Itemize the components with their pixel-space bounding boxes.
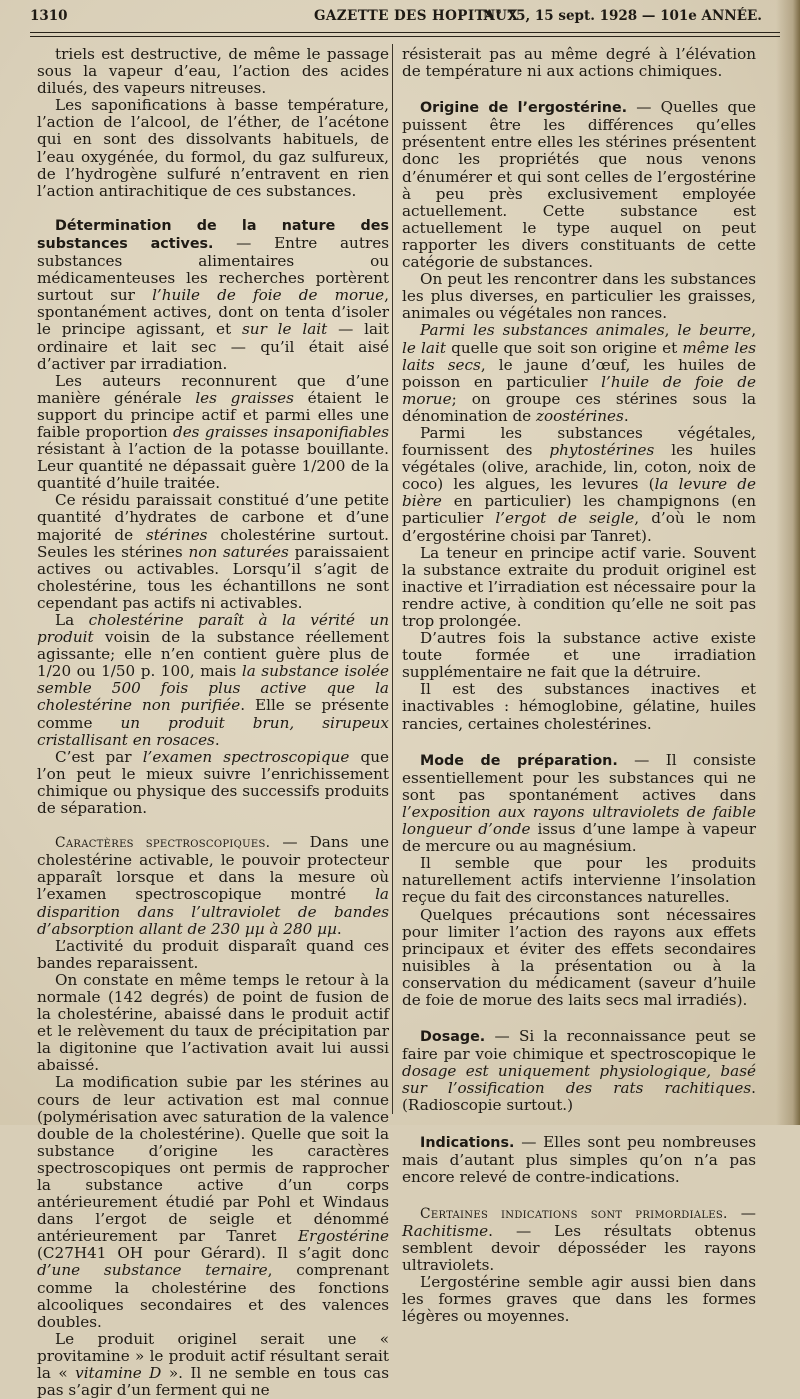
text-run: Quelques précautions sont nécessaires pour limiter l’action des rayons aux effets principaux et éviter des effets secondaires nuisibles à la présentation ou à la conservation du médicament (saveur d’huile de foie de morue des laits secs mal irradiés). [402, 905, 756, 1009]
text-run: La modification subie par les stérines au cours de leur activation est mal connue (polymérisation avec saturation de la valence double de la cholestérine). Quelle que soit la substance d’origine les caractères spectroscopiques ont permis de rapprocher la substance active d’un corps antérieurement étudié par Pohl et Windaus dans l’ergot de seigle et dénommé antérieurement par Tanret [37, 1073, 389, 1246]
paragraph [402, 752, 756, 856]
italic-text: sur le lait [242, 320, 328, 339]
italic-text: la disparition dans l’ultraviolet de bandes d’absorption allant de 230 µµ à 280 µµ [37, 885, 389, 938]
text-run: , le jaune d’œuf, les huiles de poisson en particulier [402, 355, 757, 391]
paragraph [37, 97, 389, 200]
text-run: On peut les rencontrer dans les substances les plus diverses, en particulier les graisses, animales ou végétales non rances. [402, 270, 756, 323]
text-run: — Elles sont peu nombreuses mais d’autant plus simples qu’on n’a pas encore relevé de contre-indications. [402, 1132, 756, 1186]
paragraph [37, 612, 389, 749]
italic-text: cholestérine paraît à la vérité un produit [37, 611, 390, 647]
left-column [37, 46, 389, 1399]
text-run: les huiles végétales (olive, arachide, lin, coton, noix de coco) les algues, les levures ( [402, 441, 756, 494]
italic-text: dosage est uniquement physiologique, basé sur l’ossification des rats rachitiques [402, 1062, 756, 1098]
text-run: — lait ordinaire et lait sec — qu’il était aisé d’activer par irradiation. [37, 320, 389, 373]
text-run: La [55, 611, 89, 629]
paragraph [402, 855, 756, 906]
paragraph [37, 938, 389, 972]
paragraph [402, 630, 756, 681]
section-heading: Indications. [420, 1134, 515, 1151]
text-run: C’est par [55, 747, 143, 766]
italic-text: même les laits secs [402, 338, 756, 374]
journal-title: GAZETTE DES HOPITAUX [314, 8, 519, 24]
italic-text: phytostérines [549, 441, 655, 460]
italic-text: l’huile de foie de morue [402, 372, 756, 408]
italic-text: l’huile de foie de morue [152, 286, 385, 305]
paragraph [402, 425, 756, 545]
text-run: Il est des substances inactives et inactivables : hémoglobine, gélatine, huiles rancies, certaines cholestérines. [402, 680, 756, 733]
paragraph [402, 907, 756, 1010]
paragraph [37, 1074, 389, 1330]
text-run: ». Il ne semble en tous cas pas s’agir d’un ferment qui ne [37, 1364, 389, 1399]
text-run: , d’où le nom d’ergostérine choisi par Tanret). [402, 509, 756, 545]
paragraph [402, 1028, 756, 1114]
text-run: . [623, 406, 629, 425]
text-run: étaient le support du principe actif et parmi elles une faible proportion [37, 388, 389, 441]
text-run: , spontanément actives, dont on tenta d’isoler le principe agissant, et [37, 286, 389, 339]
text-run: — Entre autres substances alimentaires ou médicamenteuses les recherches portèrent surtout sur [37, 233, 389, 305]
paragraph [402, 1205, 756, 1274]
italic-text: Parmi les substances animales [420, 321, 665, 340]
text-run: ; on groupe ces stérines sous la dénomination de [402, 389, 756, 425]
section-heading: Détermination de la nature des substances actives. [37, 217, 389, 252]
text-run: Les saponifications à basse température, l’action de l’alcool, de l’éther, de l’acétone qui en sont des dissolvants habituels, de l’eau oxygénée, du formol, du gaz sulfureux, de l’hydrogène sulfuré n’entravent en rien l’action antirachitique de ces substances. [37, 96, 389, 200]
right-column [402, 46, 756, 1325]
text-run: On constate en même temps le retour à la normale (142 degrés) de point de fusion de la cholestérine, abaissé dans le produit actif et le relèvement du taux de précipitation par la digitonine que l’activation avait lui aussi abaissé. [37, 970, 389, 1075]
smallcaps-heading: Caractères spectroscopiques. [55, 835, 271, 852]
header-rule-thick [30, 32, 780, 33]
text-run: — [727, 1203, 756, 1222]
text-run: Ce résidu paraissait constitué d’une petite quantité d’hydrates de carbone et d’une majorité de [37, 491, 389, 544]
text-run: . (Radioscopie surtout.) [402, 1079, 756, 1115]
paragraph [402, 322, 756, 425]
paragraph [402, 545, 756, 630]
paragraph [37, 834, 389, 938]
text-run: La teneur en principe actif varie. Souvent la substance extraite du produit originel est inactive et l’irradiation est nécessaire pour la rendre active, à condition qu’elle ne soit pas trop prolongée. [402, 543, 756, 630]
smallcaps-heading: Certaines indications sont primordiales. [420, 1205, 728, 1222]
paragraph [37, 492, 389, 612]
paragraph [37, 373, 389, 493]
italic-text: Rachitisme [402, 1221, 489, 1240]
header-rule-thin [30, 36, 780, 37]
text-run: en particulier) les champignons (en particulier [402, 492, 756, 528]
text-run: . Elle se présente comme [37, 696, 389, 732]
text-run: . [214, 730, 220, 749]
column-divider [392, 44, 393, 1114]
section-heading: Mode de préparation. [420, 752, 618, 769]
paragraph [402, 1134, 756, 1186]
italic-text: l’ergot de seigle [495, 509, 635, 528]
text-run: issus d’une lampe à vapeur de mercure ou au magnésium. [402, 820, 756, 856]
text-run: résistant à l’action de la potasse bouillante. Leur quantité ne dépassait guère 1/200 de la quantité d’huile traitée. [37, 440, 389, 493]
text-run: L’ergostérine semble agir aussi bien dans les formes graves que dans les formes légères ou moyennes. [402, 1273, 756, 1326]
paragraph [37, 1331, 389, 1399]
paragraph [402, 1274, 756, 1325]
text-run: cholestérine surtout. Seules les stérines [37, 525, 389, 561]
paragraph [402, 99, 756, 271]
text-run: paraissaient actives ou activables. Lorsqu’il s’agit de cholestérine, tous les échantillons ne sont cependant pas actifs ni activables. [37, 542, 389, 612]
italic-text: d’une substance ternaire [37, 1261, 268, 1280]
section-heading: Origine de l’ergostérine. [420, 100, 628, 117]
italic-text: non saturées [188, 542, 289, 561]
text-run: — Quelles que puissent être les différences qu’elles présentent entre elles les stérines présentent donc les propriétés que nous venons d’énumérer et qui sont celles de l’ergostérine à peu près exclusivement employée actuellement. Cette substance est actuellement le type auquel on peut rapporter les divers constituants de cette catégorie de substances. [402, 98, 756, 272]
italic-text: l’exposition aux rayons ultraviolets de faible longueur d’onde [402, 802, 756, 839]
italic-text: vitamine D [75, 1364, 162, 1383]
text-run: Parmi les substances végétales, fournissent des [402, 423, 756, 460]
italic-text: l’examen spectroscopique [142, 747, 350, 766]
italic-text: Ergostérine [298, 1227, 389, 1246]
text-run: Le produit originel serait une « provitamine » le produit actif résultant serait la « [37, 1329, 389, 1383]
text-run: Les auteurs reconnurent que d’une manière générale [37, 371, 389, 407]
text-run: — Si la reconnaissance peut se faire par voie chimique et spectroscopique le [402, 1027, 756, 1064]
paragraph [402, 271, 756, 322]
paragraph [402, 681, 756, 732]
text-run: , comprenant comme la cholestérine des fonctions alcooliques secondaires et des valences doubles. [37, 1261, 389, 1331]
italic-text: le lait [402, 338, 446, 357]
paragraph [37, 972, 389, 1075]
page-number: 1310 [30, 8, 68, 24]
text-run: triels est destructive, de même le passage sous la vapeur d’eau, l’action des acides dilués, des vapeurs nitreuses. [37, 45, 389, 98]
text-run: , [751, 321, 757, 340]
text-run: . [336, 919, 342, 938]
paragraph [37, 217, 389, 373]
page-header [30, 8, 770, 30]
text-run: L’activité du produit disparaît quand ces bandes reparaissent. [37, 936, 389, 972]
text-run: quelle que soit son origine et [445, 338, 683, 357]
italic-text: le beurre [677, 321, 752, 340]
italic-text: zoostérines [535, 406, 624, 425]
italic-text: stérines [145, 525, 208, 544]
italic-text: des graisses insaponifiables [172, 422, 389, 441]
text-run: — Dans une cholestérine activable, le pouvoir protecteur apparaît lorsque et dans la mesure où l’examen spectroscopique montré [37, 833, 389, 904]
text-run: (C27H41 OH pour Gérard). Il s’agit donc [37, 1244, 389, 1263]
italic-text: un produit brun, sirupeux cristallisant en rosaces [37, 713, 389, 749]
paragraph [402, 46, 756, 80]
page-spine-shadow [776, 0, 800, 1125]
paragraph [37, 46, 389, 97]
text-run: que l’on peut le mieux suivre l’enrichissement chimique ou physique des successifs produits de séparation. [37, 747, 389, 818]
text-run: — Il consiste essentiellement pour les substances qui ne sont pas spontanément actives dans [402, 750, 757, 804]
italic-text: la substance isolée semble 500 fois plus active que la cholestérine non purifiée [37, 662, 389, 715]
text-run: . — Les résultats obtenus semblent devoir déposséder les rayons ultraviolets. [402, 1221, 756, 1275]
paragraph [37, 749, 389, 817]
text-run: voisin de la substance réellement agissante; elle n’en contient guère plus de 1/20 ou 1/50 p. 100, mais [37, 628, 389, 681]
issue-line: N° 75, 15 sept. 1928 — 101e ANNÉE. [482, 8, 762, 24]
section-heading: Dosage. [420, 1029, 486, 1046]
text-run: Il semble que pour les produits naturellement actifs intervienne l’insolation reçue du fait des circonstances naturelles. [402, 854, 756, 907]
italic-text: les graisses [195, 388, 294, 407]
text-run: D’autres fois la substance active existe toute formée et une irradiation supplémentaire ne fait que la détruire. [402, 629, 756, 682]
text-run: résisterait pas au même degré à l’élévation de température ni aux actions chimiques. [402, 45, 756, 81]
italic-text: la levure de bière [402, 475, 757, 511]
text-run: , [664, 321, 678, 340]
